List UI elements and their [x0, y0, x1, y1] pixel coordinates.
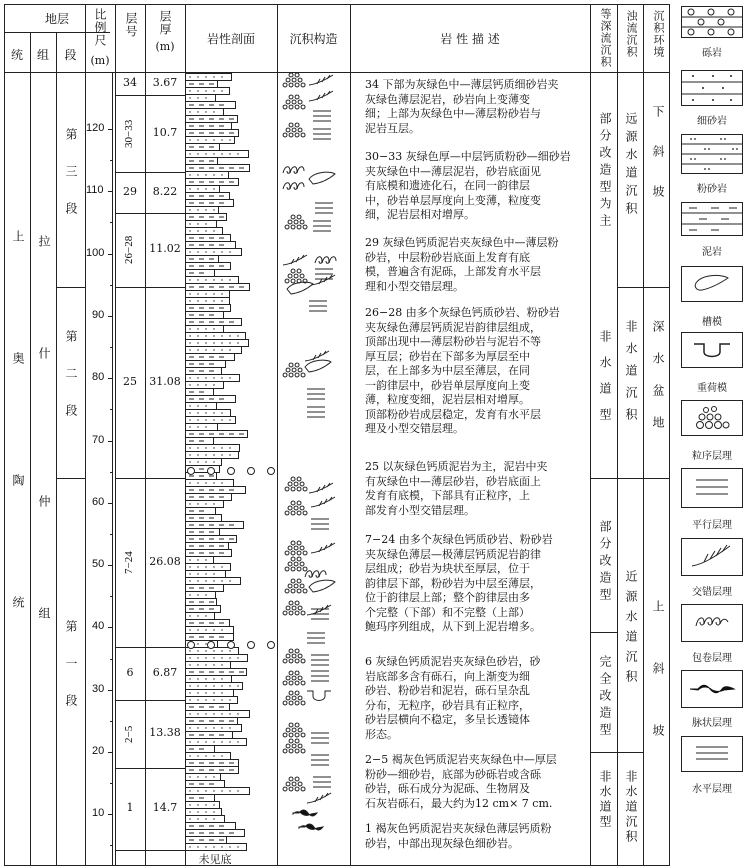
desc-30-33: 30−33 灰绿色厚—中层钙质粉砂—细砂岩 夹灰绿色中—薄层泥岩，砂岩底面见 有底模和遗迹化石，在同一韵律层 中，砂岩单层厚度向上变薄，粒度变 细，泥岩层相对增厚。: [365, 150, 571, 221]
scale-minor-tick: [110, 783, 113, 784]
scale-tick-mark: [108, 503, 113, 504]
header-system: 统: [10, 48, 23, 62]
legend-parallel-label: 平行层理: [692, 520, 732, 531]
header-sed-struct: 沉积构造: [289, 32, 338, 46]
scale-tick-mark: [108, 191, 113, 192]
header-thickness: 层厚: [158, 10, 172, 36]
legend-fine-sandstone-label: 细砂岩: [697, 116, 727, 127]
section3-label: 第三段: [64, 128, 78, 239]
scale-tick-label: 120: [86, 122, 105, 134]
group-label-upper: 拉什: [37, 235, 51, 459]
header-thickness-unit: (m): [155, 40, 175, 53]
flaser-bedding-icon: [688, 678, 736, 698]
header-section: 段: [64, 48, 77, 62]
legend-mudstone-swatch: [681, 202, 743, 236]
layer-thickness: 13.38: [149, 726, 181, 739]
scale-minor-tick: [110, 845, 113, 846]
layer-thickness: 8.22: [152, 184, 178, 198]
scale-tick-label: 20: [92, 745, 105, 757]
header-group: 组: [36, 48, 49, 62]
header-environment: 沉积环境: [652, 10, 665, 58]
scale-minor-tick: [110, 534, 113, 535]
scale-tick-label: 110: [86, 184, 104, 197]
header-scale: 比例尺: [93, 8, 107, 47]
header-lith-section: 岩性剖面: [206, 32, 255, 46]
header-deepwater: 等深流沉积: [599, 8, 612, 68]
header-strata: 地层: [44, 12, 69, 26]
legend-mudstone-label: 泥岩: [702, 247, 722, 258]
deepwater-middle: 部分改造型: [598, 520, 612, 605]
scale-minor-tick: [110, 409, 113, 410]
legend-conglomerate-label: 砾岩: [702, 48, 722, 59]
layer-thickness: 3.67: [152, 76, 178, 89]
layer-number: 25: [123, 374, 137, 388]
header-lith-desc: 岩 性 描 述: [440, 32, 500, 46]
turbidite-nonchannel-type-b: 非水道型: [598, 770, 612, 830]
scale-tick-mark: [108, 316, 113, 317]
scale-minor-tick: [110, 596, 113, 597]
desc-7-24: 7−24 由多个灰绿色钙质砂岩、粉砂岩 夹灰绿色薄层—极薄层钙质泥岩韵律 层组成；砂岩为块状至厚层，位于 韵律层下部，粉砂岩为中层至薄层， 位于韵律层上部；整个韵律层由多 个完整（下部）和不完整（上部） 鲍玛序列组成，从下到上泥岩增多。: [365, 533, 553, 633]
env-upper-slope: 上斜坡: [651, 600, 665, 786]
scale-minor-tick: [110, 721, 113, 722]
layer-number: 30−33: [123, 119, 135, 148]
scale-tick-mark: [108, 627, 113, 628]
graded-bedding-icon: [692, 404, 732, 432]
turbidite-nonchannel-1: 非水道沉积: [624, 770, 638, 845]
turbidite-proximal: 近源水道沉积: [624, 570, 638, 690]
parallel-bedding-icon: [692, 474, 732, 500]
layer-thickness: 26.08: [149, 554, 181, 568]
legend-flute-label: 槽模: [702, 317, 722, 328]
scale-tick-label: 100: [86, 246, 105, 259]
legend-fine-sandstone-swatch: [681, 70, 743, 106]
load-cast-icon: [692, 338, 732, 360]
bottom-label: 未见底: [198, 853, 232, 866]
sed-structure-column: [277, 73, 350, 863]
horizontal-bedding-icon: [692, 742, 732, 766]
section1-label: 第一段: [64, 620, 78, 731]
scale-tick-mark: [108, 378, 113, 379]
turbidite-upper: 远源水道沉积: [624, 112, 638, 220]
header-layer-no: 层号: [124, 12, 138, 38]
scale-tick-label: 10: [92, 807, 105, 820]
desc-2-5: 2−5 褐灰色钙质泥岩夹灰绿色中—厚层 粉砂—细砂岩，底部为砂砾岩或含砾 砂岩，砾石成分为泥砾、生物屑及 石灰岩砾石，最大约为12 cm× 7 cm.: [365, 753, 557, 810]
desc-6: 6 灰绿色钙质泥岩夹灰绿色砂岩，砂 岩底部多含有砾石，向上渐变为细 砂岩、粉砂岩和泥岩，砾石呈杂乱 分布，无粒序，砂岩具有正粒序， 砂岩层横向不稳定，多呈长透镜体 形态。: [365, 655, 541, 741]
scale-tick-label: 90: [92, 308, 105, 321]
scale-tick-label: 70: [92, 433, 105, 446]
legend-siltstone-label: 粉砂岩: [697, 184, 727, 195]
scale-minor-tick: [110, 222, 113, 223]
scale-tick-mark: [108, 814, 113, 815]
scale-tick-label: 40: [92, 620, 105, 633]
layer-number: 7−24: [123, 551, 135, 574]
layer-thickness: 10.7: [152, 125, 178, 139]
env-deep-basin: 深水盆地: [651, 320, 665, 448]
desc-34: 34 下部为灰绿色中—薄层钙质细砂岩夹 灰绿色薄层泥岩，砂岩向上变薄变 细；上部为灰绿色中—薄层粉砂岩与 泥岩互层。: [365, 78, 559, 135]
section2-label: 第二段: [64, 330, 78, 441]
scale-tick-mark: [108, 565, 113, 566]
layer-number: 1: [126, 801, 134, 814]
header-scale-unit: (m): [90, 54, 110, 67]
legend-conglomerate-swatch: [681, 6, 743, 38]
layer-number: 34: [123, 76, 137, 89]
legend-convolute-label: 包卷层理: [692, 653, 732, 664]
legend-horizontal-label: 水平层理: [692, 784, 732, 795]
desc-26-28: 26−28 由多个灰绿色钙质砂岩、粉砂岩 夹灰绿色薄层钙质泥岩韵律层组成， 顶部出现中—薄层粉砂岩与泥岩不等 厚互层；砂岩在下部多为厚层至中 层，在上部多为中层至薄层，在同 一韵律层中，砂岩单层厚度向上变 薄，粒度变细，泥岩层相对增厚。 顶部粉砂岩成层稳定，发育有水平层 理及小型交错层理。: [365, 306, 560, 435]
scale-minor-tick: [110, 160, 113, 161]
scale-minor-tick: [110, 659, 113, 660]
layer-thickness: 31.08: [149, 374, 181, 388]
layer-number: 26−28: [123, 235, 135, 265]
scale-tick-label: 80: [92, 371, 105, 384]
layer-thickness: 6.87: [152, 665, 178, 679]
legend-graded-label: 粒序层理: [692, 451, 732, 462]
cross-bedding-icon: [690, 542, 734, 570]
desc-29: 29 灰绿色钙质泥岩夹灰绿色中—薄层粉 砂岩，中层粉砂岩底面上发育有底 模，普遍含有泥砾，上部发育水平层 理和小型交错层理。: [365, 236, 559, 293]
system-label: 上奥陶统: [11, 230, 25, 718]
convolute-bedding-icon: [692, 612, 732, 632]
scale-tick-label: 60: [92, 495, 105, 508]
deepwater-lower: 完全改造型: [598, 655, 612, 740]
scale-tick-mark: [108, 129, 113, 130]
scale-minor-tick: [110, 347, 113, 348]
legend-flaser-label: 脉状层理: [692, 718, 732, 729]
scale-tick-mark: [108, 441, 113, 442]
scale-tick-label: 30: [92, 682, 105, 695]
layer-number: 29: [123, 184, 137, 198]
turbidite-nonchannel-2: 非水道沉积: [624, 320, 638, 430]
layer-thickness: 14.7: [152, 801, 178, 814]
layer-number: 2−5: [123, 725, 135, 743]
header-turbidite: 浊流沉积: [625, 10, 638, 58]
scale-minor-tick: [110, 472, 113, 473]
scale-tick-mark: [108, 690, 113, 691]
scale-minor-tick: [110, 285, 113, 286]
scale-tick-mark: [108, 254, 113, 255]
layer-thickness: 11.02: [149, 242, 181, 255]
turbidite-nonchannel-type-a: 非水道型: [598, 330, 612, 434]
lithology-column: [185, 73, 277, 851]
legend-siltstone-swatch: [681, 134, 743, 174]
scale-tick-label: 50: [92, 558, 105, 571]
desc-25: 25 以灰绿色钙质泥岩为主，泥岩中夹 有灰绿色中—薄层砂岩，砂岩底面上 发育有底模，下部具有正粒序，上 部发育小型交错层理。: [365, 460, 548, 517]
group-label-lower: 仲组: [37, 495, 51, 719]
desc-1: 1 褐灰色钙质泥岩夹灰绿色薄层钙质粉 砂岩，中部出现灰绿色细砂岩。: [365, 822, 552, 850]
layer-number: 6: [126, 665, 134, 679]
flute-cast-icon: [692, 272, 732, 294]
scale-tick-mark: [108, 752, 113, 753]
legend-load-label: 重荷模: [697, 383, 727, 394]
deepwater-upper: 部分改造型为主: [598, 112, 612, 231]
env-lower-slope: 下斜坡: [651, 105, 665, 225]
legend-cross-label: 交错层理: [692, 587, 732, 598]
